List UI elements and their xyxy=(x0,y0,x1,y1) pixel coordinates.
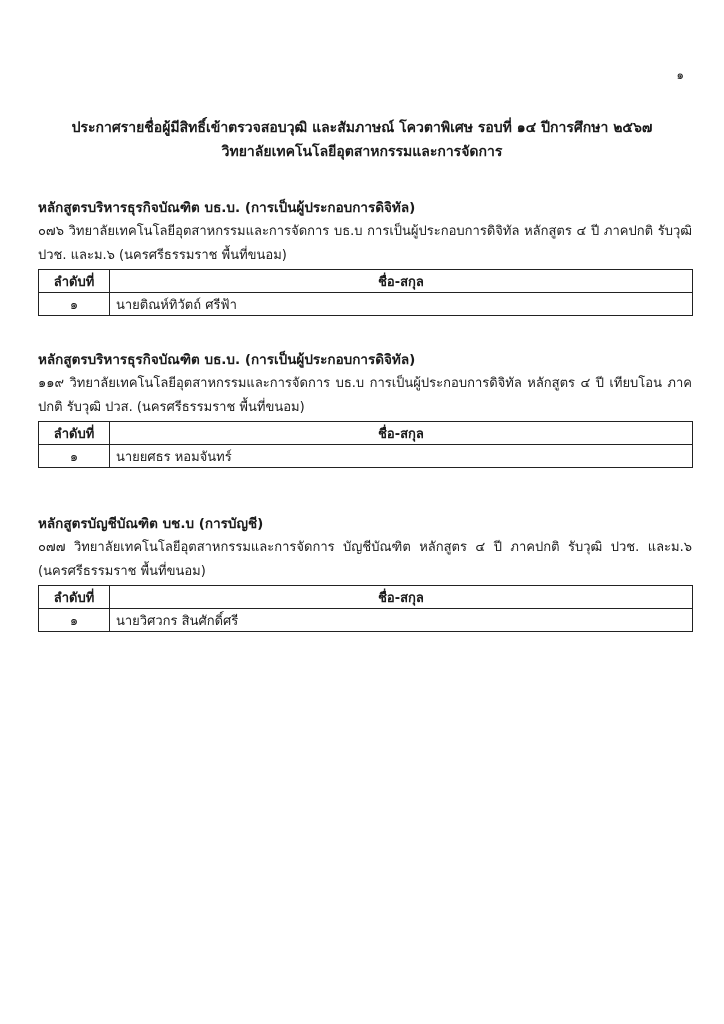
cell-order: ๑ xyxy=(39,445,110,468)
section-description: ๐๗๗ วิทยาลัยเทคโนโลยีอุตสาหกรรมและการจัดการ บัญชีบัณฑิต หลักสูตร ๔ ปี ภาคปกติ รับวุฒิ ปวช. และม.๖ (นครศรีธรรมราช พื้นที่ขนอม) xyxy=(38,540,692,579)
column-header-name: ชื่อ-สกุล xyxy=(110,270,693,293)
cell-name: นายวิศวกร สินศักดิ์ศรี xyxy=(110,609,693,632)
column-header-name: ชื่อ-สกุล xyxy=(110,422,693,445)
column-header-order: ลำดับที่ xyxy=(39,422,110,445)
names-table xyxy=(38,421,693,468)
section-title: หลักสูตรบัญชีบัณฑิต บช.บ (การบัญชี) xyxy=(38,516,264,532)
program-section-2 xyxy=(38,348,692,468)
program-section-3 xyxy=(38,512,692,632)
section-description: ๑๑๙ วิทยาลัยเทคโนโลยีอุตสาหกรรมและการจัดการ บธ.บ การเป็นผู้ประกอบการดิจิทัล หลักสูตร ๔ ปี เทียบโอน ภาคปกติ รับวุฒิ ปวส. (นครศรีธรรมราช พื้นที่ขนอม) xyxy=(38,376,692,415)
cell-name: นายยศธร หอมจันทร์ xyxy=(110,445,693,468)
column-header-name: ชื่อ-สกุล xyxy=(110,586,693,609)
section-title: หลักสูตรบริหารธุรกิจบัณฑิต บธ.บ. (การเป็นผู้ประกอบการดิจิทัล) xyxy=(38,352,416,368)
names-table xyxy=(38,269,693,316)
column-header-order: ลำดับที่ xyxy=(39,586,110,609)
cell-order: ๑ xyxy=(39,293,110,316)
table-row xyxy=(39,609,693,632)
section-title: หลักสูตรบริหารธุรกิจบัณฑิต บธ.บ. (การเป็นผู้ประกอบการดิจิทัล) xyxy=(38,200,416,216)
cell-order: ๑ xyxy=(39,609,110,632)
section-description: ๐๗๖ วิทยาลัยเทคโนโลยีอุตสาหกรรมและการจัดการ บธ.บ การเป็นผู้ประกอบการดิจิทัล หลักสูตร ๔ ปี ภาคปกติ รับวุฒิ ปวช. และม.๖ (นครศรีธรรมราช พื้นที่ขนอม) xyxy=(38,224,692,263)
column-header-order: ลำดับที่ xyxy=(39,270,110,293)
document-header xyxy=(0,116,724,164)
header-title: ประกาศรายชื่อผู้มีสิทธิ์เข้าตรวจสอบวุฒิ และสัมภาษณ์ โควตาพิเศษ รอบที่ ๑๔ ปีการศึกษา ๒๕๖๗ xyxy=(71,120,653,136)
table-header-row xyxy=(39,270,693,293)
names-table xyxy=(38,585,693,632)
program-section-1 xyxy=(38,196,692,316)
table-header-row xyxy=(39,586,693,609)
table-header-row xyxy=(39,422,693,445)
table-row xyxy=(39,293,693,316)
page-number: ๑ xyxy=(676,68,684,82)
table-row xyxy=(39,445,693,468)
header-subtitle: วิทยาลัยเทคโนโลยีอุตสาหกรรมและการจัดการ xyxy=(221,144,503,160)
cell-name: นายติณห์ทิวัตถ์ ศรีฟ้า xyxy=(110,293,693,316)
